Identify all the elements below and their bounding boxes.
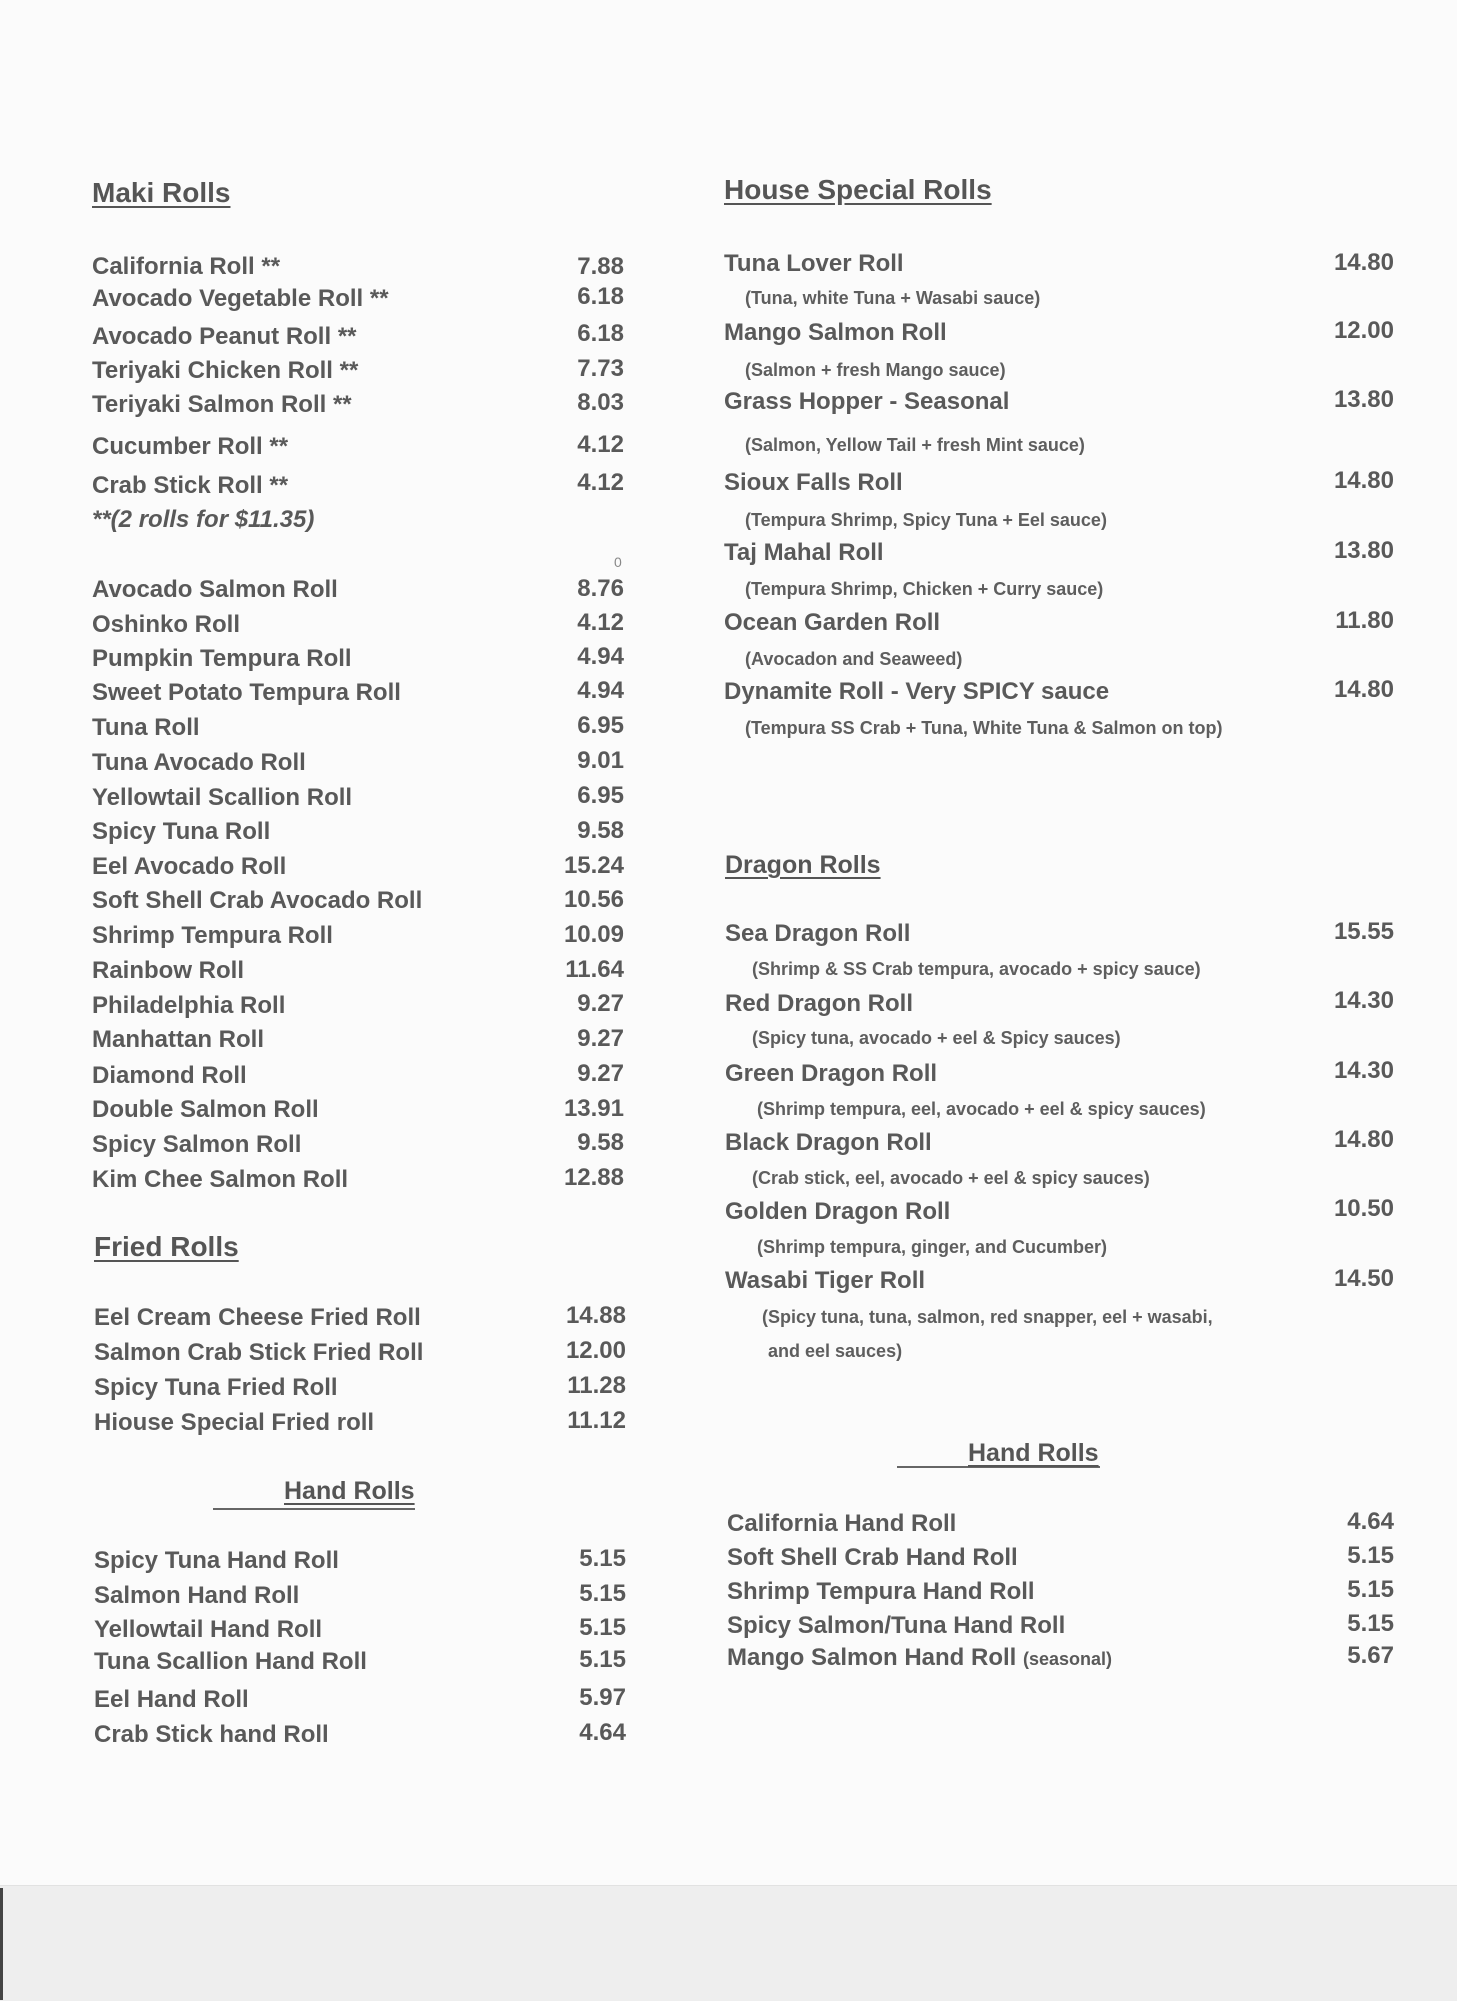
menu-item-price: 4.94: [577, 677, 624, 704]
menu-item-price: 8.03: [577, 389, 624, 416]
menu-item-name: Rainbow Roll: [92, 957, 244, 984]
menu-item-price: 6.18: [577, 283, 624, 310]
menu-item-price: 4.94: [577, 643, 624, 670]
menu-item-name: [727, 1644, 1112, 1673]
menu-item-name: Oshinko Roll: [92, 611, 241, 638]
menu-item-price: 11.12: [567, 1407, 626, 1434]
menu-item-price: 12.00: [1333, 317, 1394, 344]
menu-item-name: Teriyaki Salmon Roll **: [92, 391, 352, 418]
menu-item-price: 5.15: [1347, 1610, 1394, 1637]
menu-item-price: 9.27: [577, 1025, 624, 1052]
menu-item-name: Golden Dragon Roll: [725, 1198, 951, 1225]
menu-item-name: Eel Avocado Roll: [92, 853, 287, 880]
menu-item-price: 14.80: [1333, 467, 1394, 494]
menu-item-name: Sweet Potato Tempura Roll: [92, 679, 401, 706]
fried-rolls-heading: Fried Rolls: [94, 1231, 239, 1262]
menu-item-price: 14.50: [1333, 1265, 1394, 1292]
menu-item-name: Double Salmon Roll: [92, 1096, 319, 1123]
menu-item-name: California Hand Roll: [727, 1510, 957, 1537]
menu-item-name: Yellowtail Scallion Roll: [92, 784, 353, 811]
menu-item-price: 6.95: [577, 712, 624, 739]
menu-item-price: 14.30: [1333, 987, 1394, 1014]
stray-zero: 0: [614, 554, 622, 570]
menu-item-description-continued: and eel sauces): [768, 1341, 903, 1361]
house-special-rolls-heading: House Special Rolls: [724, 174, 992, 205]
menu-item-description: (Salmon + fresh Mango sauce): [745, 360, 1006, 380]
maki-promo-note: **(2 rolls for $11.35): [92, 506, 315, 533]
menu-item-price: 14.80: [1333, 1126, 1394, 1153]
menu-item-price: 9.58: [577, 817, 624, 844]
menu-item-price: 14.30: [1333, 1057, 1394, 1084]
menu-item-description: (Spicy tuna, avocado + eel & Spicy sauces): [752, 1028, 1121, 1048]
menu-item-name: Spicy Salmon Roll: [92, 1131, 302, 1158]
menu-item-price: 11.64: [565, 956, 624, 983]
menu-item-name: Spicy Tuna Hand Roll: [94, 1547, 339, 1574]
menu-item-price: 13.91: [563, 1095, 624, 1122]
menu-item-name: Spicy Tuna Fried Roll: [94, 1374, 338, 1401]
menu-item-price: 12.88: [563, 1164, 624, 1191]
menu-item-name: Shrimp Tempura Hand Roll: [727, 1578, 1035, 1605]
menu-item-price: 7.88: [577, 253, 624, 280]
menu-item-name: Crab Stick Roll **: [92, 472, 289, 499]
menu-item-price: 12.00: [565, 1337, 626, 1364]
hand-rolls-heading: Hand Rolls: [284, 1477, 415, 1505]
menu-item-price: 9.27: [577, 1060, 624, 1087]
menu-item-name: Tuna Lover Roll: [724, 250, 904, 277]
menu-item-price: 14.88: [565, 1302, 626, 1329]
menu-item-price: 5.15: [579, 1614, 626, 1641]
menu-item-name: Teriyaki Chicken Roll **: [92, 357, 359, 384]
menu-item-name: Sea Dragon Roll: [725, 920, 911, 947]
menu-item-price: 9.58: [577, 1129, 624, 1156]
menu-item-price: 13.80: [1333, 386, 1394, 413]
menu-item-price: 9.27: [577, 990, 624, 1017]
menu-item-name: Philadelphia Roll: [92, 992, 286, 1019]
menu-item-name: Tuna Avocado Roll: [92, 749, 306, 776]
menu-item-name: California Roll **: [92, 253, 281, 280]
menu-item-name: Diamond Roll: [92, 1062, 247, 1089]
menu-item-price: 4.64: [1347, 1508, 1394, 1535]
menu-item-description: (Shrimp tempura, eel, avocado + eel & spicy sauces): [757, 1099, 1206, 1119]
menu-item-price: 9.01: [577, 747, 624, 774]
menu-item-price: 15.24: [563, 852, 624, 879]
menu-item-name: Avocado Salmon Roll: [92, 576, 338, 603]
menu-item-description: (Tuna, white Tuna + Wasabi sauce): [745, 288, 1041, 308]
dragon-rolls-heading: Dragon Rolls: [725, 851, 881, 879]
menu-item-price: 15.55: [1333, 918, 1394, 945]
menu-item-price: 4.64: [579, 1719, 626, 1746]
menu-item-name: Salmon Crab Stick Fried Roll: [94, 1339, 424, 1366]
menu-item-price: 10.09: [563, 921, 624, 948]
menu-item-name: Wasabi Tiger Roll: [725, 1267, 926, 1294]
menu-item-description: (Tempura Shrimp, Spicy Tuna + Eel sauce): [745, 510, 1107, 530]
menu-item-description: (Avocadon and Seaweed): [745, 649, 963, 669]
menu-item-name-text: Mango Salmon Hand Roll: [727, 1644, 1017, 1671]
menu-item-price: 5.15: [579, 1646, 626, 1673]
menu-item-name: Dynamite Roll - Very SPICY sauce: [724, 678, 1110, 705]
menu-item-name: Green Dragon Roll: [725, 1060, 938, 1087]
menu-item-name-suffix: (seasonal): [1023, 1649, 1113, 1669]
menu-item-name: Kim Chee Salmon Roll: [92, 1166, 349, 1193]
menu-item-price: 5.15: [579, 1580, 626, 1607]
menu-item-name: Yellowtail Hand Roll: [94, 1616, 323, 1643]
menu-item-price: 8.76: [577, 575, 624, 602]
menu-item-name: Soft Shell Crab Avocado Roll: [92, 887, 423, 914]
menu-item-description: (Spicy tuna, tuna, salmon, red snapper, eel + wasabi,: [762, 1307, 1213, 1327]
menu-item-name: Tuna Roll: [92, 714, 200, 741]
menu-item-price: 5.97: [579, 1684, 626, 1711]
menu-item-name: Pumpkin Tempura Roll: [92, 645, 352, 672]
menu-item-name: Taj Mahal Roll: [724, 539, 884, 566]
menu-item-name: Eel Cream Cheese Fried Roll: [94, 1304, 421, 1331]
menu-item-name: Avocado Peanut Roll **: [92, 323, 357, 350]
menu-item-name: Tuna Scallion Hand Roll: [94, 1648, 367, 1675]
menu-item-name: Avocado Vegetable Roll **: [92, 285, 389, 312]
menu-item-name: Spicy Salmon/Tuna Hand Roll: [727, 1612, 1066, 1639]
menu-item-description: (Shrimp & SS Crab tempura, avocado + spicy sauce): [752, 959, 1201, 979]
menu-item-description: (Tempura SS Crab + Tuna, White Tuna & Salmon on top): [745, 718, 1223, 738]
menu-item-name: Mango Salmon Roll: [724, 319, 947, 346]
menu-item-name: Eel Hand Roll: [94, 1686, 249, 1713]
menu-item-price: 10.56: [563, 886, 624, 913]
menu-item-price: 5.15: [579, 1545, 626, 1572]
menu-item-name: Red Dragon Roll: [725, 990, 914, 1017]
menu-item-price: 11.80: [1335, 607, 1394, 634]
menu-item-name: Soft Shell Crab Hand Roll: [727, 1544, 1018, 1571]
menu-item-price: 6.18: [577, 320, 624, 347]
menu-item-name: Cucumber Roll **: [92, 433, 289, 460]
hand-rolls-heading: Hand Rolls: [968, 1439, 1099, 1467]
menu-item-price: 14.80: [1333, 249, 1394, 276]
menu-item-price: 14.80: [1333, 676, 1394, 703]
menu-item-name: Crab Stick hand Roll: [94, 1721, 329, 1748]
menu-item-price: 5.67: [1347, 1642, 1394, 1669]
menu-item-price: 4.12: [577, 469, 624, 496]
menu-item-price: 7.73: [577, 355, 624, 382]
menu-item-price: 4.12: [577, 609, 624, 636]
menu-item-price: 11.28: [567, 1372, 626, 1399]
menu-item-name: Black Dragon Roll: [725, 1129, 932, 1156]
menu-item-name: Sioux Falls Roll: [724, 469, 903, 496]
scan-edge-shadow: [0, 1888, 3, 2000]
menu-item-price: 10.50: [1333, 1195, 1394, 1222]
menu-item-price: 4.12: [577, 431, 624, 458]
menu-item-name: Shrimp Tempura Roll: [92, 922, 333, 949]
menu-item-description: (Tempura Shrimp, Chicken + Curry sauce): [745, 579, 1104, 599]
menu-item-name: Hiouse Special Fried roll: [94, 1409, 375, 1436]
menu-item-name: Salmon Hand Roll: [94, 1582, 300, 1609]
menu-item-price: 6.95: [577, 782, 624, 809]
menu-item-description: (Crab stick, eel, avocado + eel & spicy sauces): [752, 1168, 1150, 1188]
menu-item-price: 5.15: [1347, 1576, 1394, 1603]
menu-item-name: Spicy Tuna Roll: [92, 818, 271, 845]
menu-item-price: 5.15: [1347, 1542, 1394, 1569]
menu-item-name: Ocean Garden Roll: [724, 609, 941, 636]
maki-rolls-heading: Maki Rolls: [92, 177, 231, 208]
hand-rolls-underline: [213, 1508, 415, 1510]
menu-item-description: (Shrimp tempura, ginger, and Cucumber): [757, 1237, 1108, 1257]
menu-item-price: 13.80: [1333, 537, 1394, 564]
scan-bottom-edge: [0, 1885, 1457, 2001]
menu-item-name: Grass Hopper - Seasonal: [724, 388, 1010, 415]
menu-item-description: (Salmon, Yellow Tail + fresh Mint sauce): [745, 435, 1085, 455]
menu-item-name: Manhattan Roll: [92, 1026, 264, 1053]
